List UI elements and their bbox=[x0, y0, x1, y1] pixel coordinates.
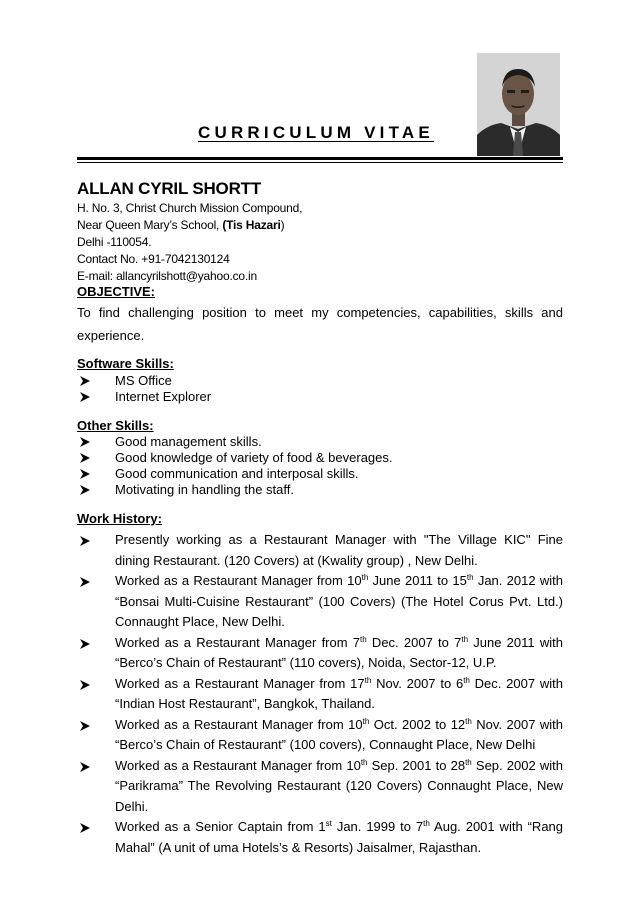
work-history-text: June 2011 to 15 bbox=[368, 573, 467, 588]
work-history-text: Worked as a Restaurant Manager from 10 bbox=[115, 716, 363, 732]
work-history-item bbox=[77, 530, 563, 571]
work-history-text: Nov. 2007 to 6 bbox=[371, 675, 464, 691]
software-skill-item bbox=[77, 373, 211, 389]
work-history-text: Jan. 1999 to 7 bbox=[331, 819, 424, 834]
address-line-1: H. No. 3, Christ Church Mission Compound, bbox=[77, 201, 303, 215]
ordinal-suffix: th bbox=[466, 573, 474, 582]
arrowhead-bullet-icon bbox=[78, 820, 92, 836]
email-address: E-mail: allancyrilshott@yahoo.co.in bbox=[77, 269, 257, 283]
work-history-text: Sep. 2001 to 28 bbox=[367, 757, 466, 773]
work-history-heading: Work History: bbox=[77, 511, 162, 526]
ordinal-suffix: th bbox=[360, 634, 367, 644]
address-line-3: Delhi -110054. bbox=[77, 235, 152, 249]
other-skill-item bbox=[77, 450, 393, 466]
work-history-item bbox=[77, 633, 563, 674]
ordinal-suffix: th bbox=[465, 757, 472, 767]
arrowhead-bullet-icon bbox=[78, 574, 92, 590]
objective-text: To find challenging position to meet my competencies, capabilities, skills and experience. bbox=[77, 305, 563, 343]
work-history-item bbox=[77, 817, 563, 858]
software-skill-item bbox=[77, 389, 211, 405]
work-history-text: June 2011 with “Berco’s Chain of Restaurant” (110 covers), Noida, Sector-12, U.P. bbox=[115, 634, 563, 670]
ordinal-suffix: th bbox=[364, 675, 372, 685]
software-skill-item-text: Internet Explorer bbox=[115, 389, 212, 404]
arrowhead-bullet-icon bbox=[78, 677, 92, 693]
profile-photo bbox=[477, 53, 560, 156]
other-skill-item-text: Good management skills. bbox=[115, 434, 262, 449]
arrowhead-bullet-icon bbox=[78, 373, 92, 389]
work-history-text: Worked as a Restaurant Manager from 17 bbox=[115, 675, 365, 691]
work-history-text: Dec. 2007 to 7 bbox=[366, 634, 462, 650]
arrowhead-bullet-icon bbox=[78, 450, 92, 466]
arrowhead-bullet-icon bbox=[78, 759, 92, 775]
ordinal-suffix: th bbox=[360, 757, 368, 767]
address-locality-bold: (Tis Hazari bbox=[222, 218, 281, 232]
header-rule-thick bbox=[77, 157, 563, 160]
header-rule-thin bbox=[77, 162, 563, 163]
cv-title: CURRICULUM VITAE bbox=[198, 123, 434, 142]
arrowhead-bullet-icon bbox=[78, 636, 92, 652]
work-history-list bbox=[77, 530, 563, 858]
work-history-item bbox=[77, 571, 563, 633]
contact-number: Contact No. +91-7042130124 bbox=[77, 252, 230, 266]
work-history-text: Nov. 2007 with “Berco’s Chain of Restaurant” (100 covers), Connaught Place, New Delhi bbox=[115, 716, 563, 752]
work-history-item bbox=[77, 674, 563, 715]
arrowhead-bullet-icon bbox=[78, 434, 92, 450]
other-skill-item bbox=[77, 434, 393, 450]
ordinal-suffix: th bbox=[423, 819, 430, 828]
objective-heading: OBJECTIVE: bbox=[77, 284, 156, 299]
arrowhead-bullet-icon bbox=[78, 533, 92, 549]
other-skill-item-text: Good knowledge of variety of food & beverages. bbox=[115, 450, 393, 465]
work-history-text: Worked as a Restaurant Manager from 10 bbox=[115, 757, 361, 773]
ordinal-suffix: st bbox=[325, 819, 332, 828]
work-history-text: Jan. 2012 with “Bonsai Multi-Cuisine Restaurant” (100 Covers) (The Hotel Corus Pvt. Ltd.) Connaught Place, New Delhi. bbox=[115, 573, 563, 629]
arrowhead-bullet-icon bbox=[78, 482, 92, 498]
ordinal-suffix: th bbox=[361, 573, 369, 582]
ordinal-suffix: th bbox=[463, 675, 470, 685]
work-history-text: Presently working as a Restaurant Manager with "The Village KIC" Fine dining Restaurant. (120 Covers) at (Kwality group) , New Delhi. bbox=[115, 532, 563, 568]
ordinal-suffix: th bbox=[362, 716, 370, 726]
address-line-2 bbox=[77, 217, 302, 234]
work-history-item bbox=[77, 715, 563, 756]
arrowhead-bullet-icon bbox=[78, 718, 92, 734]
ordinal-suffix: th bbox=[465, 716, 472, 726]
other-skill-item-text: Good communication and interposal skills. bbox=[115, 466, 359, 481]
other-skill-item-text: Motivating in handling the staff. bbox=[115, 482, 294, 497]
address-line-2-close: ) bbox=[280, 218, 285, 232]
contact-details bbox=[77, 200, 302, 285]
work-history-text: Sep. 2002 with “Parikrama” The Revolving Restaurant (120 Covers) Connaught Place, New Delhi. bbox=[115, 757, 563, 814]
arrowhead-bullet-icon bbox=[78, 466, 92, 482]
work-history-text: Worked as a Restaurant Manager from 7 bbox=[115, 634, 361, 650]
arrowhead-bullet-icon bbox=[78, 389, 92, 405]
other-skills-heading: Other Skills: bbox=[77, 418, 154, 433]
ordinal-suffix: th bbox=[461, 634, 469, 644]
work-history-text: Aug. 2001 with “Rang Mahal” (A unit of uma Hotels’s & Resorts) Jaisalmer, Rajasthan. bbox=[115, 819, 564, 855]
work-history-text: Worked as a Restaurant Manager from 10 bbox=[115, 573, 362, 588]
software-skills-heading: Software Skills: bbox=[77, 356, 174, 371]
work-history-item bbox=[77, 756, 563, 818]
work-history-text: Dec. 2007 with “Indian Host Restaurant”, Bangkok, Thailand. bbox=[115, 675, 563, 711]
work-history-text: Worked as a Senior Captain from 1 bbox=[115, 819, 326, 834]
candidate-name: ALLAN CYRIL SHORTT bbox=[77, 179, 262, 198]
software-skills-list bbox=[77, 373, 211, 405]
software-skill-item-text: MS Office bbox=[115, 373, 172, 388]
address-line-2-text: Near Queen Mary’s School, bbox=[77, 218, 223, 232]
other-skill-item bbox=[77, 466, 393, 482]
other-skills-list bbox=[77, 434, 393, 498]
work-history-text: Oct. 2002 to 12 bbox=[369, 716, 466, 732]
other-skill-item bbox=[77, 482, 393, 498]
